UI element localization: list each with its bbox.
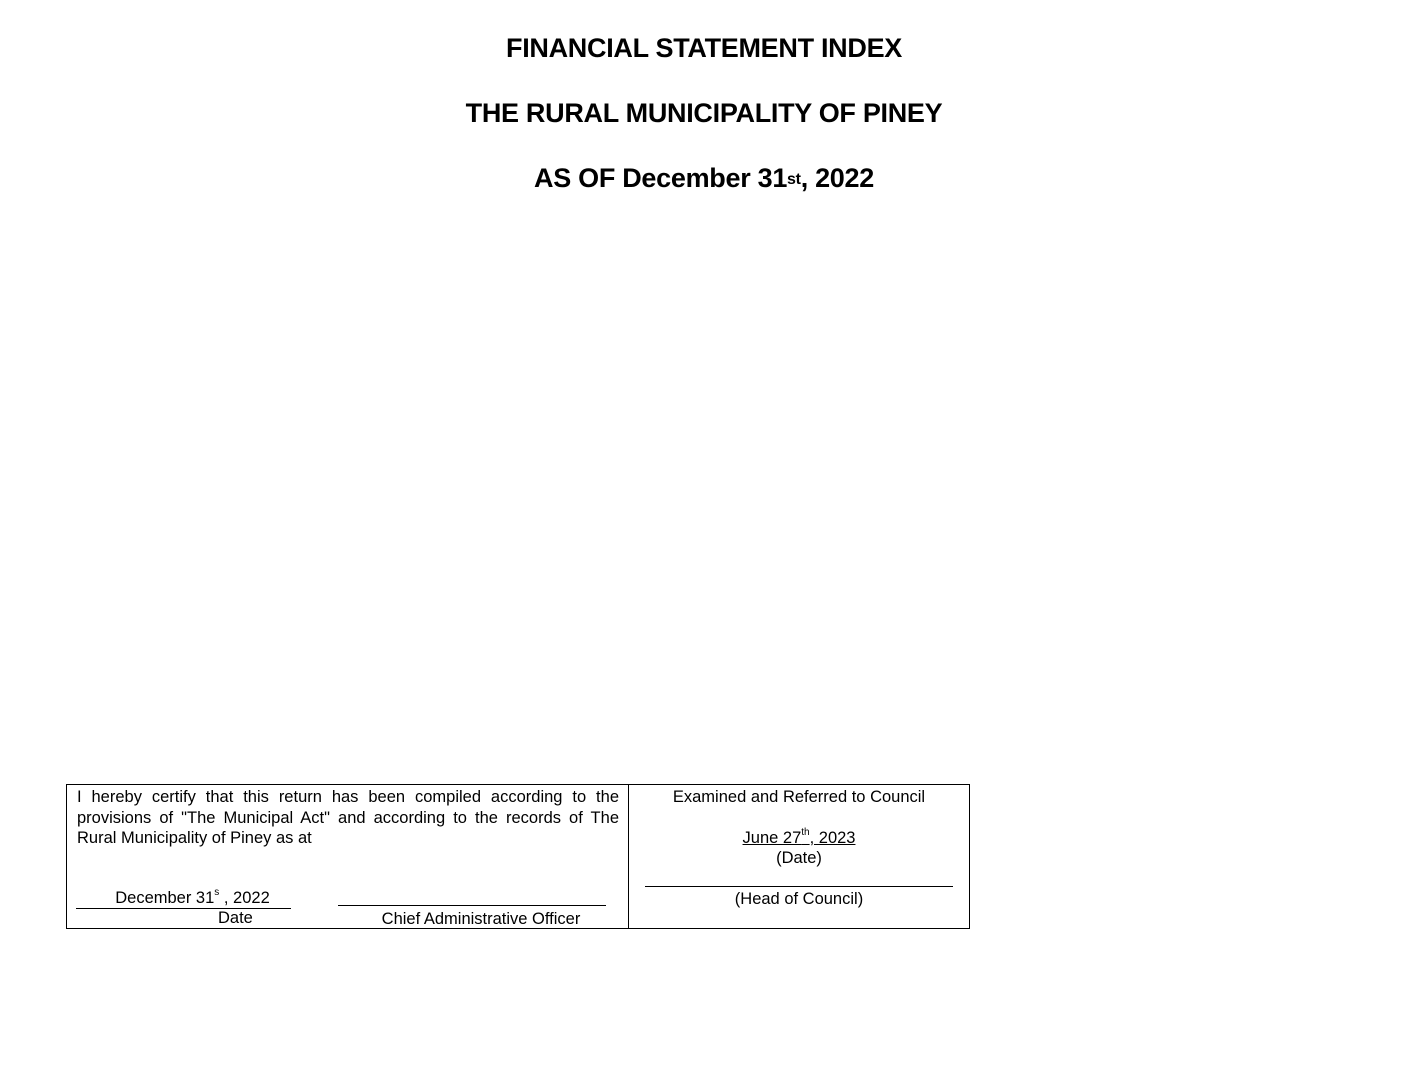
as-of-date-year: , 2022 (800, 163, 874, 193)
examined-label: Examined and Referred to Council (672, 788, 926, 806)
certification-date-prefix: December 31 (115, 889, 215, 907)
certification-date-label: Date (218, 909, 253, 927)
cao-signature-line (338, 905, 606, 906)
document-title: FINANCIAL STATEMENT INDEX (506, 33, 902, 63)
municipality-name: THE RURAL MUNICIPALITY OF PINEY (465, 98, 943, 128)
council-date-value (629, 828, 969, 848)
as-of-date-suffix: st (787, 171, 801, 188)
head-of-council-label: (Head of Council) (734, 890, 864, 908)
as-of-date (0, 162, 1408, 194)
certification-cell (67, 785, 629, 928)
head-signature-line (645, 886, 953, 887)
council-cell (629, 785, 969, 928)
as-of-date-prefix: AS OF December 31 (534, 163, 788, 193)
council-date-year: , 2023 (809, 829, 856, 847)
council-date-suffix: th (801, 826, 810, 838)
certification-date-value (76, 888, 291, 909)
council-date-prefix: June 27 (742, 829, 802, 847)
certification-date-suffix: s (214, 886, 220, 898)
certification-date-year: , 2022 (219, 889, 270, 907)
certification-statement: I hereby certify that this return has been compiled according to the provisions of "The Municipal Act" and according to the records of The Rural Municipality of Piney as at (77, 788, 619, 847)
certification-table (66, 784, 970, 929)
council-date-label: (Date) (776, 849, 822, 867)
cao-label: Chief Administrative Officer (381, 910, 581, 928)
